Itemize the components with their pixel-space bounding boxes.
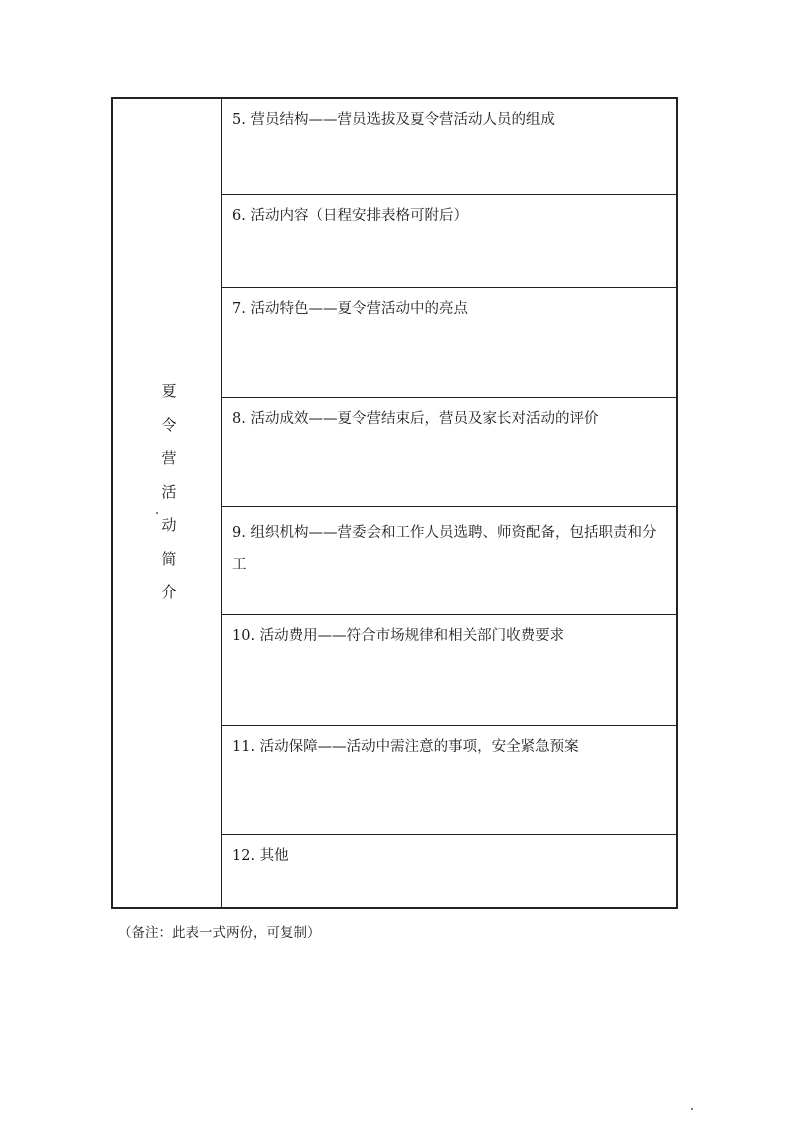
item-row-camper-structure[interactable] [222,99,676,195]
category-char: 活 [161,482,177,501]
category-char: 令 [161,415,177,434]
item-text: 12. 其他 [232,848,289,864]
item-text: 10. 活动费用——符合市场规律和相关部门收费要求 [232,628,565,644]
scan-speck [156,512,158,514]
category-char: 介 [161,583,177,601]
item-text: 11. 活动保障——活动中需注意的事项，安全紧急预案 [232,739,579,755]
category-label [157,375,181,610]
item-row-activity-content[interactable] [222,195,676,288]
items-column [222,99,676,907]
item-row-other[interactable] [222,835,676,907]
camp-form-table [111,97,678,909]
item-text: 6. 活动内容（日程安排表格可附后） [232,208,468,224]
item-row-activity-safeguards[interactable] [222,726,676,835]
item-text: 9. 组织机构——营委会和工作人员选聘、师资配备，包括职责和分工 [232,525,657,573]
category-cell [113,99,222,907]
item-text: 5. 营员结构——营员选拔及夏令营活动人员的组成 [232,112,555,128]
item-row-activity-fees[interactable] [222,615,676,726]
category-char: 营 [161,449,177,467]
footnote: （备注：此表一式两份，可复制） [118,925,321,941]
item-text: 7. 活动特色——夏令营活动中的亮点 [232,301,468,317]
category-char: 简 [161,549,177,568]
category-char: 夏 [161,382,177,400]
item-row-activity-features[interactable] [222,288,676,398]
category-char: 动 [161,516,177,534]
item-row-organization[interactable] [222,507,676,615]
scan-speck [691,1108,693,1110]
item-row-activity-results[interactable] [222,398,676,507]
item-text: 8. 活动成效——夏令营结束后，营员及家长对活动的评价 [232,411,599,427]
